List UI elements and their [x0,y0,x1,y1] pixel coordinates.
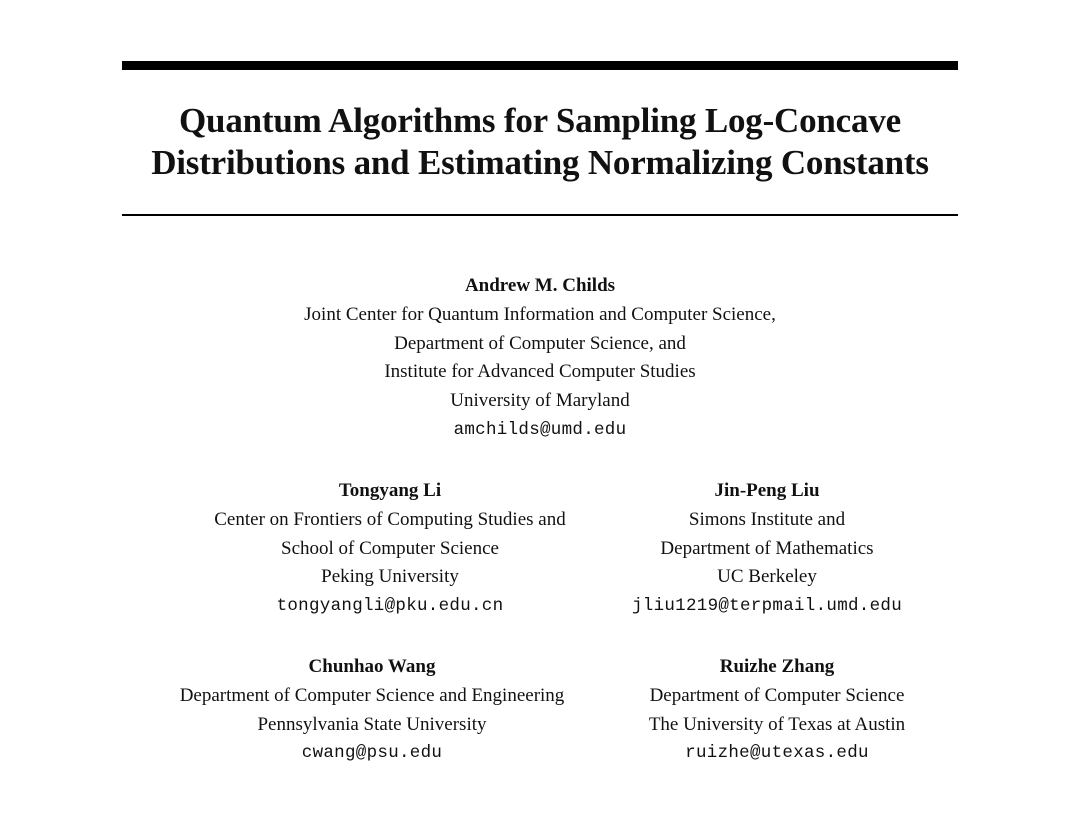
author-name: Andrew M. Childs [464,275,616,296]
author-block-liu [580,477,954,621]
author-affiliation-line: Institute for Advanced Computer Studies [384,361,696,383]
author-email: amchilds@umd.edu [453,419,627,440]
author-name: Ruizhe Zhang [719,656,835,677]
author-block-li [120,477,660,621]
title-bottom-rule [122,214,958,216]
paper-title-line-2: Distributions and Estimating Normalizing Constants [151,143,929,182]
author-affiliation-line: Joint Center for Quantum Information and Computer Science, [304,303,776,325]
title-top-rule [122,61,958,70]
author-email: cwang@psu.edu [301,743,443,764]
author-affiliation-line: Peking University [321,566,459,588]
author-email: jliu1219@terpmail.umd.edu [631,596,903,617]
author-affiliation-line: Department of Computer Science, and [394,332,686,354]
author-email: ruizhe@utexas.edu [685,743,869,764]
author-affiliation-line: Center on Frontiers of Computing Studies and [214,508,566,530]
author-name: Tongyang Li [338,480,442,501]
author-block-wang [120,653,624,768]
author-affiliation-line: UC Berkeley [717,566,817,588]
author-affiliation-line: Pennsylvania State University [257,713,487,735]
author-affiliation-line: University of Maryland [450,390,630,412]
author-email: tongyangli@pku.edu.cn [276,596,504,617]
author-affiliation-line: Department of Mathematics [660,537,874,559]
author-affiliation-line: The University of Texas at Austin [648,713,906,735]
author-affiliation-line: School of Computer Science [281,537,499,559]
author-affiliation-line: Department of Computer Science [649,684,905,706]
author-block-childs [240,272,840,445]
paper-title-line-1: Quantum Algorithms for Sampling Log-Concave [179,101,901,140]
author-block-zhang [596,653,958,768]
author-affiliation-line: Simons Institute and [688,508,846,530]
author-name: Chunhao Wang [308,656,436,677]
author-affiliation-line: Department of Computer Science and Engineering [179,684,565,706]
author-name: Jin-Peng Liu [714,480,820,501]
paper-title [100,100,980,184]
